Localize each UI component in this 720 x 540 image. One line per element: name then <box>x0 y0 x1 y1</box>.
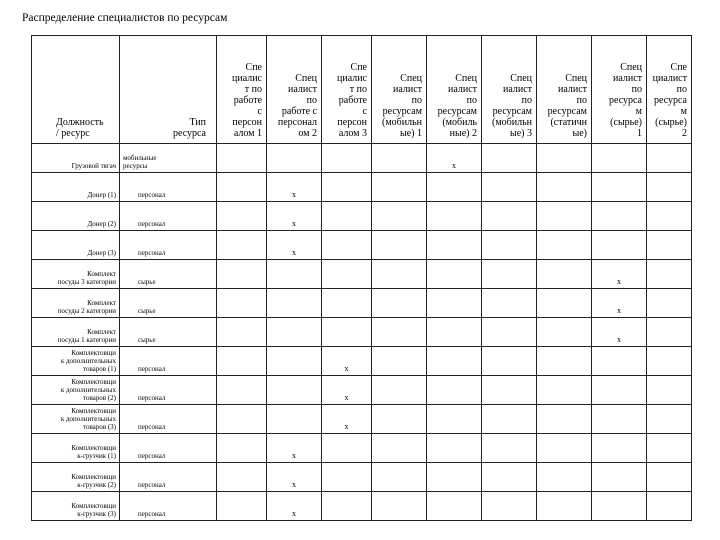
assignment-cell <box>482 318 537 347</box>
assignment-cell <box>537 173 592 202</box>
assignment-cell: x <box>267 202 322 231</box>
assignment-cell <box>482 144 537 173</box>
assignment-cell <box>482 434 537 463</box>
table-row <box>32 347 692 376</box>
assignment-cell <box>322 202 372 231</box>
assignment-cell <box>322 463 372 492</box>
assignment-cell <box>267 347 322 376</box>
assignment-cell: x <box>592 260 647 289</box>
header-specialist-mobile-3: Спец иалист по ресурсам (мобильн ые) 3 <box>482 36 537 144</box>
assignment-cell <box>427 173 482 202</box>
header-position: Должность / ресурс <box>32 36 120 144</box>
row-position-name: Комплектовщи к-грузчик (3) <box>32 492 120 521</box>
assignment-cell <box>427 463 482 492</box>
assignment-cell <box>537 231 592 260</box>
assignment-cell: x <box>267 463 322 492</box>
table-row <box>32 405 692 434</box>
assignment-cell <box>647 289 692 318</box>
row-position-name: Донер (1) <box>32 173 120 202</box>
assignment-cell <box>647 144 692 173</box>
assignment-cell <box>322 434 372 463</box>
assignment-cell <box>372 492 427 521</box>
assignment-cell <box>372 231 427 260</box>
assignment-cell <box>647 202 692 231</box>
header-specialist-static: Спец иалист по ресурсам (статичн ые) <box>537 36 592 144</box>
table-row <box>32 202 692 231</box>
assignment-cell <box>482 376 537 405</box>
assignment-cell: x <box>267 434 322 463</box>
assignment-cell: x <box>267 492 322 521</box>
assignment-cell <box>537 318 592 347</box>
assignment-cell <box>482 347 537 376</box>
header-specialist-raw-1: Спец иалист по ресурса м (сырье) 1 <box>592 36 647 144</box>
assignment-cell <box>372 289 427 318</box>
assignment-cell <box>537 347 592 376</box>
header-resource-type: Тип ресурса <box>120 36 217 144</box>
assignment-cell <box>267 260 322 289</box>
assignment-cell <box>217 347 267 376</box>
assignment-cell <box>482 492 537 521</box>
assignment-cell: x <box>322 405 372 434</box>
row-resource-type: сырье <box>120 289 217 318</box>
assignment-cell <box>592 231 647 260</box>
assignment-cell <box>592 173 647 202</box>
assignment-cell <box>482 289 537 318</box>
assignment-cell <box>647 376 692 405</box>
assignment-cell <box>482 463 537 492</box>
assignment-cell <box>592 144 647 173</box>
table-row <box>32 492 692 521</box>
assignment-cell <box>217 376 267 405</box>
assignment-cell <box>372 318 427 347</box>
assignment-cell <box>482 202 537 231</box>
table-header-row <box>32 36 692 144</box>
assignment-cell <box>482 173 537 202</box>
assignment-cell <box>217 289 267 318</box>
assignment-cell <box>647 463 692 492</box>
row-resource-type: персонал <box>120 202 217 231</box>
header-specialist-personnel-3: Спе циалис т по работе с персон алом 3 <box>322 36 372 144</box>
assignment-cell <box>482 231 537 260</box>
assignment-cell <box>592 405 647 434</box>
assignment-cell <box>537 463 592 492</box>
header-specialist-mobile-1: Спец иалист по ресурсам (мобильн ые) 1 <box>372 36 427 144</box>
page-title: Распределение специалистов по ресурсам <box>22 12 228 24</box>
row-resource-type: персонал <box>120 463 217 492</box>
assignment-cell <box>217 173 267 202</box>
assignment-cell <box>372 260 427 289</box>
assignment-cell <box>267 144 322 173</box>
table-row <box>32 376 692 405</box>
row-resource-type: персонал <box>120 434 217 463</box>
assignment-cell <box>267 318 322 347</box>
assignment-cell <box>322 492 372 521</box>
assignment-cell <box>427 231 482 260</box>
row-resource-type: персонал <box>120 347 217 376</box>
table-row <box>32 463 692 492</box>
assignment-cell <box>372 144 427 173</box>
assignment-cell <box>267 405 322 434</box>
table-row <box>32 318 692 347</box>
assignment-cell <box>372 434 427 463</box>
assignment-cell <box>372 376 427 405</box>
assignment-cell <box>537 144 592 173</box>
header-specialist-personnel-2: Спец иалист по работе с персонал ом 2 <box>267 36 322 144</box>
row-resource-type: персонал <box>120 405 217 434</box>
assignment-cell: x <box>322 347 372 376</box>
assignment-cell <box>322 173 372 202</box>
assignment-cell <box>427 260 482 289</box>
assignment-cell <box>322 318 372 347</box>
table-row <box>32 260 692 289</box>
assignment-cell <box>322 144 372 173</box>
table-row <box>32 144 692 173</box>
row-position-name: Комплектовщи к дополнительных товаров (2) <box>32 376 120 405</box>
assignment-cell <box>372 202 427 231</box>
assignment-cell <box>647 492 692 521</box>
assignment-cell <box>217 202 267 231</box>
assignment-cell <box>647 434 692 463</box>
row-position-name: Комплект посуды 2 категории <box>32 289 120 318</box>
assignment-cell <box>592 376 647 405</box>
assignment-cell <box>537 405 592 434</box>
assignment-cell <box>592 463 647 492</box>
table-row <box>32 434 692 463</box>
row-resource-type: мобильные ресурсы <box>120 144 217 173</box>
assignment-cell <box>647 260 692 289</box>
assignment-cell <box>217 144 267 173</box>
header-specialist-raw-2: Спе циалист по ресурса м (сырье) 2 <box>647 36 692 144</box>
assignment-cell: x <box>592 318 647 347</box>
row-resource-type: сырье <box>120 318 217 347</box>
assignment-cell <box>372 347 427 376</box>
row-position-name: Комплектовщи к-грузчик (2) <box>32 463 120 492</box>
assignment-cell: x <box>267 231 322 260</box>
assignment-cell <box>427 347 482 376</box>
assignment-cell <box>537 376 592 405</box>
table-row <box>32 173 692 202</box>
assignment-cell: x <box>267 173 322 202</box>
assignment-cell <box>372 463 427 492</box>
assignment-cell <box>372 405 427 434</box>
assignment-cell <box>322 289 372 318</box>
assignment-cell <box>537 492 592 521</box>
row-position-name: Грузовой тягач <box>32 144 120 173</box>
assignment-cell <box>372 173 427 202</box>
assignment-cell <box>482 405 537 434</box>
row-resource-type: персонал <box>120 376 217 405</box>
assignment-cell <box>427 492 482 521</box>
assignment-cell: x <box>592 289 647 318</box>
assignment-cell <box>592 202 647 231</box>
assignment-cell <box>267 376 322 405</box>
assignment-cell <box>427 405 482 434</box>
assignment-cell <box>647 347 692 376</box>
assignment-cell <box>217 231 267 260</box>
assignment-cell <box>427 289 482 318</box>
row-position-name: Комплект посуды 3 категории <box>32 260 120 289</box>
row-position-name: Донер (3) <box>32 231 120 260</box>
assignment-cell <box>267 289 322 318</box>
row-position-name: Комплект посуды 1 категории <box>32 318 120 347</box>
assignment-cell <box>427 202 482 231</box>
row-position-name: Комплектовщи к дополнительных товаров (1) <box>32 347 120 376</box>
assignment-cell <box>427 318 482 347</box>
table-row <box>32 231 692 260</box>
header-specialist-mobile-2: Спец иалист по ресурсам (мобиль ные) 2 <box>427 36 482 144</box>
assignment-cell <box>647 318 692 347</box>
assignment-cell <box>647 405 692 434</box>
assignment-cell <box>537 202 592 231</box>
row-resource-type: персонал <box>120 173 217 202</box>
row-resource-type: персонал <box>120 492 217 521</box>
row-resource-type: сырье <box>120 260 217 289</box>
assignment-cell <box>427 434 482 463</box>
assignment-cell <box>592 492 647 521</box>
assignment-cell <box>647 173 692 202</box>
resource-allocation-table <box>31 35 692 521</box>
table-row <box>32 289 692 318</box>
assignment-cell <box>537 260 592 289</box>
assignment-cell <box>217 463 267 492</box>
row-resource-type: персонал <box>120 231 217 260</box>
assignment-cell <box>427 376 482 405</box>
header-specialist-personnel-1: Спе циалис т по работе с персон алом 1 <box>217 36 267 144</box>
assignment-cell <box>217 405 267 434</box>
assignment-cell <box>537 434 592 463</box>
row-position-name: Комплектовщи к дополнительных товаров (3) <box>32 405 120 434</box>
row-position-name: Комплектовщи к-грузчик (1) <box>32 434 120 463</box>
assignment-cell <box>537 289 592 318</box>
assignment-cell <box>592 347 647 376</box>
assignment-cell <box>217 260 267 289</box>
assignment-cell <box>217 434 267 463</box>
assignment-cell <box>322 260 372 289</box>
assignment-cell <box>482 260 537 289</box>
assignment-cell <box>217 318 267 347</box>
assignment-cell: x <box>322 376 372 405</box>
row-position-name: Донер (2) <box>32 202 120 231</box>
assignment-cell <box>647 231 692 260</box>
assignment-cell <box>592 434 647 463</box>
assignment-cell <box>217 492 267 521</box>
assignment-cell: x <box>427 144 482 173</box>
assignment-cell <box>322 231 372 260</box>
